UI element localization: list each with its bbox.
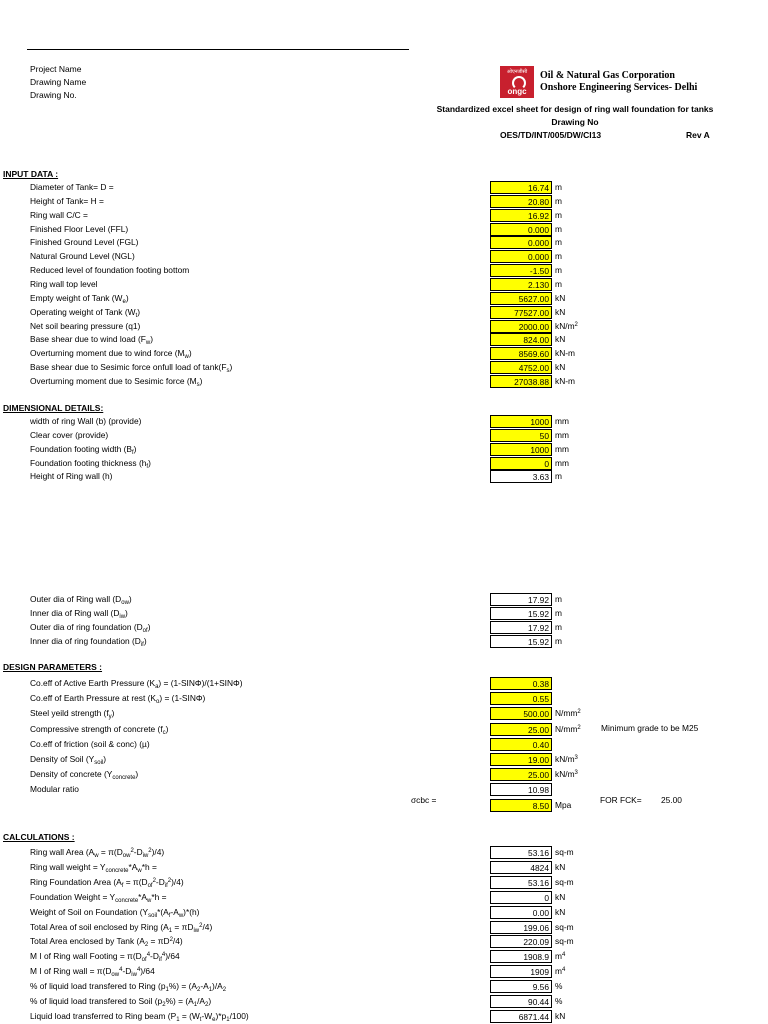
- input-row-value[interactable]: 5627.00: [490, 292, 552, 305]
- input-row-unit: kN: [555, 292, 566, 303]
- design-param-row-unit: $N/mm^2$: [555, 723, 581, 734]
- dimensional-details-heading: DIMENSIONAL DETAILS:: [3, 403, 104, 413]
- drawing-no-heading: Drawing No: [551, 117, 599, 127]
- calculation-row-unit: $m^4$: [555, 951, 566, 962]
- input-row-value[interactable]: 16.74: [490, 181, 552, 194]
- calculation-row-label: Total Area of soil enclosed by Ring $(A_1 = \pi D_{iw}^2/4)$: [30, 921, 213, 934]
- calculations-heading: CALCULATIONS :: [3, 832, 75, 842]
- calculation-row-label: % of liquid load transfered to Soil $(p_2\%) = (A_1/A_2)$: [30, 996, 212, 1008]
- project-name-label: Project Name: [30, 64, 82, 74]
- design-param-row-label: Modular ratio: [30, 784, 79, 795]
- input-row-label: Natural Ground Level (NGL): [30, 251, 135, 262]
- design-param-row-label: Density of concrete $(Y_{concrete})$: [30, 769, 139, 782]
- design-param-row-label: Compressive strength of concrete $(f_c)$: [30, 723, 169, 736]
- design-param-row-label: Density of Soil $(Y_{soil})$: [30, 754, 107, 766]
- calculation-row-unit: %: [555, 981, 563, 992]
- input-row-unit: m: [555, 195, 562, 206]
- calculation-row-value[interactable]: 199.06: [490, 921, 552, 934]
- calculation-row-label: Foundation Weight = $Y_{concrete}*A_w*h$ =: [30, 891, 167, 904]
- input-row-unit: m: [555, 223, 562, 234]
- diameter-row-label: Outer dia of Ring wall $(D_{ow})$: [30, 594, 132, 606]
- fck-value: 25.00: [661, 795, 682, 805]
- calculation-row-label: Ring Foundation Area $(A_f = \pi(D_{of}^2-D_{if}^2)/4)$: [30, 876, 184, 889]
- dimension-row-value[interactable]: 0: [490, 457, 552, 470]
- design-param-row-label: Co.eff of Earth Pressure at rest $(K_o) = (1-SIN\Phi)$: [30, 693, 206, 706]
- calculation-row-unit: sq-m: [555, 876, 574, 887]
- input-row-unit: kN: [555, 306, 566, 317]
- dimension-row-value[interactable]: 50: [490, 429, 552, 442]
- input-row-value[interactable]: 824.00: [490, 333, 552, 346]
- design-param-row-unit: $kN/m^3$: [555, 769, 578, 780]
- input-row-unit: kN: [555, 362, 566, 373]
- calculation-row-unit: kN: [555, 861, 566, 872]
- input-row-value[interactable]: 2000.00: [490, 320, 552, 333]
- input-row-label: Overturning moment due to wind force $(M_w)$: [30, 348, 192, 361]
- input-row-label: Reduced level of foundation footing bottom: [30, 265, 190, 276]
- input-row-unit: m: [555, 209, 562, 220]
- input-row-value[interactable]: 0.000: [490, 236, 552, 249]
- design-param-row-unit: $N/mm^2$: [555, 708, 581, 719]
- revision: Rev A: [686, 130, 710, 140]
- input-row-value[interactable]: 27038.88: [490, 375, 552, 388]
- input-row-label: Operating weight of Tank $(W_t)$: [30, 306, 140, 319]
- input-row-unit: m: [555, 182, 562, 192]
- diameter-row-unit: m: [555, 636, 562, 646]
- design-param-row-label: Steel yeild strength $(f_y)$: [30, 708, 115, 721]
- dimension-row-value[interactable]: 1000: [490, 443, 552, 456]
- sigma-cbc-label: σcbc =: [411, 795, 437, 805]
- calculation-row-unit: sq-m: [555, 936, 574, 947]
- input-row-label: Base shear due to wind load $(F_w)$: [30, 334, 154, 347]
- input-row-label: Finished Ground Level (FGL): [30, 237, 139, 248]
- drawing-no-value: OES/TD/INT/005/DW/CI13: [500, 130, 602, 140]
- input-row-label: Height of Tank= H =: [30, 195, 104, 206]
- diameter-row-label: Inner dia of ring foundation $(D_{if})$: [30, 636, 147, 648]
- ongc-logo: [500, 66, 534, 98]
- input-row-label: Net soil bearing pressure (q1): [30, 320, 141, 331]
- input-row-label: Finished Floor Level (FFL): [30, 223, 129, 234]
- dimension-row-unit: mm: [555, 443, 569, 454]
- input-row-value[interactable]: 16.92: [490, 209, 552, 222]
- design-param-row-value[interactable]: 19.00: [490, 753, 552, 766]
- calculation-row-value[interactable]: 220.09: [490, 935, 552, 948]
- design-param-row-value[interactable]: 0.55: [490, 692, 552, 705]
- calculation-row-label: Ring wall Area $(A_w = \pi(D_{ow}^2-D_{iw}^2)/4)$: [30, 847, 165, 859]
- org-division: Onshore Engineering Services- Delhi: [540, 82, 698, 93]
- calculation-row-unit: sq-m: [555, 921, 574, 932]
- input-row-value[interactable]: 20.80: [490, 195, 552, 208]
- calculation-row-label: M I of Ring wall = $\pi(D_{ow}^4-D_{iw}^4)/64$: [30, 966, 155, 979]
- input-row-value[interactable]: -1.50: [490, 264, 552, 277]
- calculation-row-unit: kN: [555, 891, 566, 902]
- dimension-row-unit: mm: [555, 429, 569, 440]
- calculation-row-value[interactable]: 0: [490, 891, 552, 904]
- diameter-row-value[interactable]: 17.92: [490, 593, 552, 606]
- dimension-row-label: Foundation footing thickness $(h_f)$: [30, 457, 151, 470]
- calculation-row-value[interactable]: 6871.44: [490, 1010, 552, 1023]
- input-row-unit: kN-m: [555, 348, 576, 359]
- calculation-row-label: Liquid load transferred to Ring beam $(P_1 = (W_t-W_e)*p_1/100)$: [30, 1010, 249, 1023]
- design-param-row-value[interactable]: 25.00: [490, 768, 552, 781]
- sheet-title: Standardized excel sheet for design of ring wall foundation for tanks: [436, 104, 714, 114]
- calculation-row-value[interactable]: 53.16: [490, 876, 552, 889]
- calculation-row-value[interactable]: 90.44: [490, 995, 552, 1008]
- calculation-row-label: M I of Ring wall Footing = $\pi(D_{of}^4-D_{if}^4)/64$: [30, 951, 180, 964]
- calculation-row-unit: $m^4$: [555, 966, 566, 977]
- dimension-row-unit: mm: [555, 457, 569, 468]
- input-row-unit: m: [555, 251, 562, 262]
- design-param-row-value[interactable]: 25.00: [490, 723, 552, 736]
- dimension-row-value[interactable]: 1000: [490, 415, 552, 428]
- min-grade-note: Minimum grade to be M25: [601, 723, 699, 733]
- input-row-unit: $kN/m^2$: [555, 320, 578, 331]
- drawing-no-label: Drawing No.: [30, 90, 77, 100]
- diameter-row-unit: m: [555, 622, 562, 632]
- diameter-row-label: Outer dia of ring foundation $(D_{of})$: [30, 622, 151, 634]
- design-parameters-heading: DESIGN PARAMETERS :: [3, 662, 103, 672]
- diameter-row-value[interactable]: 15.92: [490, 635, 552, 648]
- logo-text-bottom: ongc: [507, 87, 527, 96]
- design-param-row-label: Co.eff of friction (soil & conc) (µ): [30, 738, 150, 749]
- input-row-label: Base shear due to Sesimic force onfull load of $\tan k(F_s)$: [30, 362, 233, 375]
- calculation-row-unit: kN: [555, 1010, 566, 1021]
- fck-label: FOR FCK=: [600, 795, 642, 805]
- design-param-row-value[interactable]: 10.98: [490, 783, 552, 796]
- calculation-row-value[interactable]: 53.16: [490, 846, 552, 859]
- dimension-row-value[interactable]: 3.63: [490, 470, 552, 483]
- input-row-unit: m: [555, 278, 562, 289]
- input-row-unit: kN-m: [555, 375, 576, 386]
- diameter-row-value[interactable]: 15.92: [490, 607, 552, 620]
- design-param-row-value[interactable]: 0.38: [490, 677, 552, 690]
- org-name: Oil & Natural Gas Corporation: [540, 70, 675, 81]
- calculation-row-value[interactable]: 9.56: [490, 980, 552, 993]
- input-row-label: Diameter of Tank= D =: [30, 182, 114, 192]
- calculation-row-unit: kN: [555, 906, 566, 917]
- calculation-row-label: Weight of Soil on Foundation ($Y_{soil}*(A_f-A_w)*(h)$: [30, 906, 200, 919]
- calculation-row-label: Total Area enclosed by Tank $(A_2 = \pi D^2/4)$: [30, 936, 183, 949]
- input-row-value[interactable]: 0.000: [490, 250, 552, 263]
- dimension-row-label: width of ring Wall (b) (provide): [30, 416, 142, 426]
- dimension-row-label: Foundation footing width $(B_f)$: [30, 443, 137, 456]
- header-rule: [27, 49, 409, 50]
- calculation-row-value[interactable]: 1909: [490, 965, 552, 978]
- input-row-label: Overturning moment due to Sesimic force $(M_s)$: [30, 375, 203, 388]
- dimension-row-label: Clear cover (provide): [30, 429, 109, 440]
- input-row-value[interactable]: 8569.60: [490, 347, 552, 360]
- diameter-row-value[interactable]: 17.92: [490, 621, 552, 634]
- logo-text-top: ओएनजीसी: [506, 69, 528, 75]
- calculation-row-unit: %: [555, 996, 563, 1006]
- input-row-label: Ring wall top level: [30, 278, 98, 289]
- input-row-value[interactable]: 4752.00: [490, 361, 552, 374]
- input-row-value[interactable]: 0.000: [490, 223, 552, 236]
- drawing-name-label: Drawing Name: [30, 77, 87, 87]
- diameter-row-label: Inner dia of Ring wall $(D_{iw})$: [30, 608, 128, 620]
- input-row-unit: m: [555, 265, 562, 276]
- design-param-row-value[interactable]: 0.40: [490, 738, 552, 751]
- calculation-row-value[interactable]: 1908.9: [490, 950, 552, 963]
- calculation-row-label: Ring wall weight = $Y_{concrete}*A_w*h$ =: [30, 861, 157, 874]
- input-data-heading: INPUT DATA :: [3, 169, 59, 179]
- design-param-row-value[interactable]: 8.50: [490, 799, 552, 812]
- dimension-row-unit: m: [555, 471, 562, 482]
- dimension-row-unit: mm: [555, 416, 569, 426]
- diameter-row-unit: m: [555, 608, 562, 618]
- diameter-row-unit: m: [555, 594, 562, 604]
- input-row-unit: kN: [555, 334, 566, 345]
- calculation-row-value[interactable]: 0.00: [490, 906, 552, 919]
- dimension-row-label: Height of Ring wall (h): [30, 471, 113, 482]
- calculation-row-unit: sq-m: [555, 847, 574, 857]
- input-row-label: Ring wall C/C =: [30, 209, 88, 220]
- design-param-row-unit: Mpa: [555, 799, 572, 810]
- design-param-row-unit: $kN/m^3$: [555, 754, 578, 764]
- input-row-value[interactable]: 2.130: [490, 278, 552, 291]
- design-param-row-value[interactable]: 500.00: [490, 707, 552, 720]
- input-row-value[interactable]: 77527.00: [490, 306, 552, 319]
- calculation-row-label: % of liquid load transfered to Ring $(p_1\%) = (A_2-A_1)/A_2$: [30, 981, 227, 994]
- input-row-unit: m: [555, 237, 562, 248]
- design-param-row-label: Co.eff of Active Earth Pressure $(K_a) = (1-SIN\Phi)/(1+SIN\Phi)$: [30, 678, 243, 690]
- input-row-label: Empty weight of Tank $(W_e)$: [30, 292, 129, 305]
- calculation-row-value[interactable]: 4824: [490, 861, 552, 874]
